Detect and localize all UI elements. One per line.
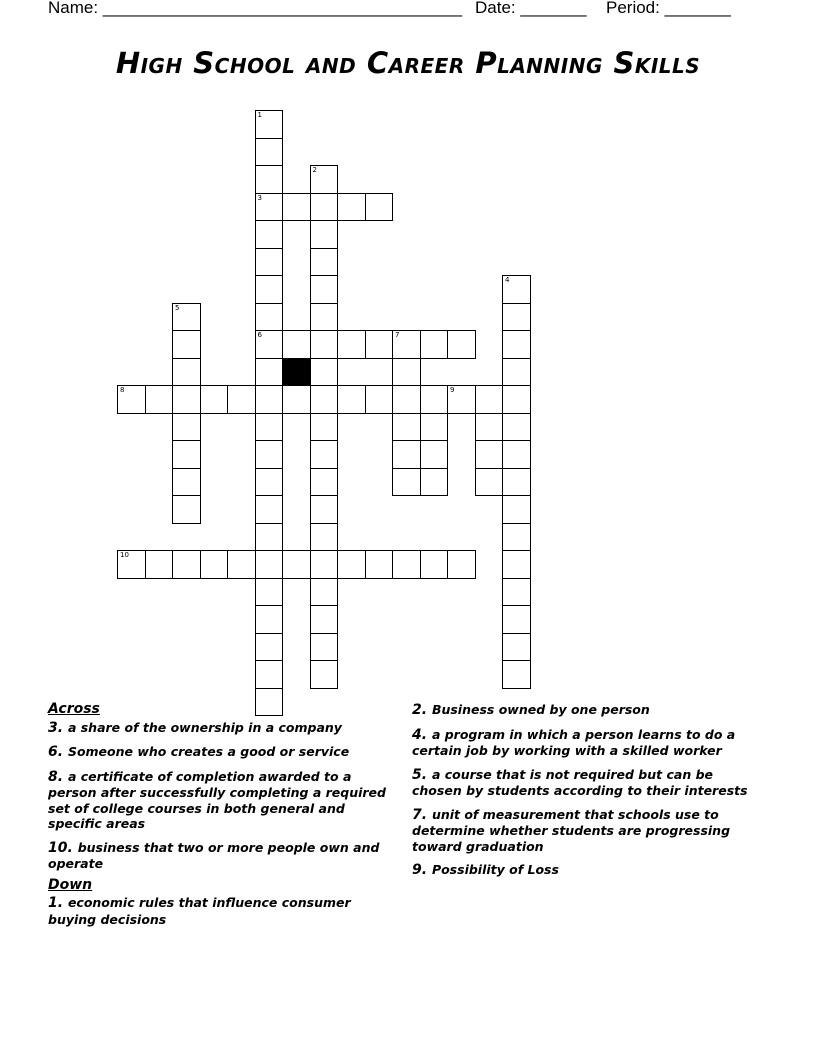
crossword-cell[interactable] (310, 550, 339, 579)
crossword-cell[interactable] (502, 495, 531, 524)
crossword-cell[interactable] (310, 495, 339, 524)
clue-text: Someone who creates a good or service (67, 744, 350, 759)
crossword-cell[interactable] (502, 413, 531, 442)
clue-text: a program in which a person learns to do a certain job by working with a skilled worker (412, 726, 736, 758)
clue-number-label: 1. (48, 895, 68, 911)
crossword-cell[interactable] (502, 660, 531, 689)
crossword-cell[interactable] (172, 550, 201, 579)
crossword-cell[interactable] (255, 138, 284, 167)
crossword-cell[interactable] (255, 633, 284, 662)
crossword-cell[interactable] (310, 523, 339, 552)
crossword-cell[interactable] (255, 330, 284, 359)
clue-text: business that two or more people own and operate (48, 839, 380, 871)
clue-number-label: 6. (48, 744, 68, 760)
clue-item (48, 744, 393, 761)
clue-text: unit of measurement that schools use to determine whether students are progressing toward graduation (412, 806, 731, 854)
crossword-cell[interactable] (420, 440, 449, 469)
crossword-cell[interactable] (172, 440, 201, 469)
clue-item (412, 767, 762, 799)
crossword-cell[interactable] (310, 165, 339, 194)
down-heading: Down (48, 876, 93, 893)
crossword-cell[interactable] (172, 385, 201, 414)
crossword-cell[interactable] (255, 550, 284, 579)
crossword-cell[interactable] (117, 550, 146, 579)
clue-text: a share of the ownership in a company (67, 719, 342, 735)
crossword-cell[interactable] (502, 303, 531, 332)
crossword-cell[interactable] (282, 193, 311, 222)
crossword-cell[interactable] (172, 413, 201, 442)
clue-number: 8 (120, 386, 125, 394)
crossword-cell[interactable] (392, 413, 421, 442)
crossword-cell[interactable] (392, 358, 421, 387)
crossword-cell[interactable] (255, 523, 284, 552)
crossword-cell[interactable] (172, 495, 201, 524)
crossword-cell[interactable] (502, 468, 531, 497)
crossword-cell[interactable] (310, 220, 339, 249)
down-clue-list (48, 895, 393, 927)
crossword-cell[interactable] (255, 385, 284, 414)
clue-number: 5 (175, 303, 180, 312)
crossword-cell[interactable] (502, 605, 531, 634)
crossword-cell[interactable] (420, 385, 449, 414)
crossword-cell[interactable] (502, 578, 531, 607)
crossword-cell[interactable] (337, 193, 366, 222)
date-field[interactable]: Date: _______ (475, 0, 587, 17)
crossword-cell[interactable] (200, 385, 229, 414)
crossword-cell[interactable] (310, 193, 339, 222)
crossword-cell[interactable] (310, 330, 339, 359)
crossword-cell[interactable] (282, 385, 311, 414)
crossword-cell[interactable] (447, 385, 476, 414)
clues-right-column (412, 702, 762, 887)
crossword-cell[interactable] (255, 248, 284, 277)
crossword-cell[interactable] (172, 330, 201, 359)
clue-number-label: 7. (412, 806, 432, 823)
crossword-cell[interactable] (392, 330, 421, 359)
crossword-cell[interactable] (255, 605, 284, 634)
clue-number-label: 10. (48, 839, 78, 856)
crossword-cell[interactable] (200, 550, 229, 579)
crossword-cell[interactable] (255, 495, 284, 524)
crossword-cell[interactable] (172, 358, 201, 387)
crossword-cell[interactable] (392, 440, 421, 469)
crossword-cell[interactable] (310, 385, 339, 414)
crossword-cell[interactable] (392, 385, 421, 414)
crossword-cell[interactable] (310, 303, 339, 332)
clue-item (412, 727, 762, 759)
clues-left-column (48, 702, 393, 935)
crossword-cell[interactable] (310, 413, 339, 442)
crossword-cell[interactable] (475, 440, 504, 469)
crossword-cell[interactable] (255, 660, 284, 689)
crossword-cell[interactable] (255, 193, 284, 222)
down-clue-list-continued (412, 702, 762, 879)
crossword-cell[interactable] (420, 550, 449, 579)
crossword-cell[interactable] (255, 358, 284, 387)
crossword-cell[interactable] (282, 330, 311, 359)
crossword-cell[interactable] (255, 275, 284, 304)
clue-number: 9 (450, 386, 455, 394)
crossword-cell[interactable] (172, 468, 201, 497)
crossword-cell[interactable] (310, 578, 339, 607)
clue-number-label: 8. (48, 768, 68, 785)
clue-text: Possibility of Loss (431, 862, 559, 877)
crossword-cell[interactable] (255, 578, 284, 607)
crossword-cell[interactable] (282, 550, 311, 579)
crossword-cell[interactable] (475, 413, 504, 442)
crossword-cell[interactable] (502, 385, 531, 414)
crossword-cell[interactable] (502, 550, 531, 579)
crossword-cell[interactable] (227, 550, 256, 579)
crossword-cell[interactable] (392, 550, 421, 579)
clue-item (412, 862, 762, 879)
clue-item (48, 769, 393, 832)
crossword-cell[interactable] (310, 275, 339, 304)
crossword-cell[interactable] (310, 468, 339, 497)
crossword-cell[interactable] (365, 330, 394, 359)
crossword-cell[interactable] (255, 468, 284, 497)
crossword-cell[interactable] (420, 413, 449, 442)
clue-number: 10 (120, 551, 129, 559)
clue-number-label: 5. (412, 766, 432, 783)
crossword-cell[interactable] (337, 385, 366, 414)
crossword-cell[interactable] (365, 550, 394, 579)
crossword-cell[interactable] (310, 633, 339, 662)
clue-text: Business owned by one person (431, 702, 650, 717)
crossword-cell[interactable] (420, 330, 449, 359)
crossword-cell[interactable] (310, 248, 339, 277)
crossword-cell[interactable] (172, 303, 201, 332)
crossword-cell[interactable] (255, 110, 284, 139)
crossword-cell[interactable] (337, 550, 366, 579)
crossword-cell[interactable] (365, 193, 394, 222)
clue-text: a certificate of completion awarded to a person after successfully completing a required set of college courses in both general and specific areas (48, 768, 386, 831)
across-clue-list (48, 720, 393, 872)
crossword-cell[interactable] (337, 330, 366, 359)
crossword-cell[interactable] (502, 358, 531, 387)
crossword-cell[interactable] (145, 385, 174, 414)
crossword-cell[interactable] (502, 440, 531, 469)
crossword-cell[interactable] (255, 440, 284, 469)
crossword-cell[interactable] (447, 330, 476, 359)
crossword-cell[interactable] (255, 220, 284, 249)
crossword-cell[interactable] (310, 440, 339, 469)
crossword-cell[interactable] (310, 605, 339, 634)
crossword-cell[interactable] (420, 468, 449, 497)
clue-number: 6 (257, 331, 262, 339)
crossword-cell[interactable] (255, 303, 284, 332)
crossword-cell[interactable] (447, 550, 476, 579)
clue-number-label: 3. (48, 719, 68, 736)
clue-item (48, 840, 393, 872)
clue-number: 7 (395, 331, 400, 339)
clue-item (48, 895, 393, 927)
clue-text: economic rules that influence consumer buying decisions (48, 895, 351, 927)
across-heading: Across (48, 701, 100, 717)
clue-item (412, 807, 762, 855)
black-square (282, 358, 311, 387)
crossword-cell[interactable] (227, 385, 256, 414)
name-field[interactable]: Name: ______________________________________ (48, 0, 463, 17)
crossword-cell[interactable] (365, 385, 394, 414)
crossword-cell[interactable] (502, 523, 531, 552)
clue-number: 2 (312, 166, 317, 174)
crossword-cell[interactable] (255, 413, 284, 442)
clue-number: 3 (257, 193, 262, 202)
crossword-cell[interactable] (502, 633, 531, 662)
crossword-cell[interactable] (502, 330, 531, 359)
crossword-cell[interactable] (255, 165, 284, 194)
crossword-cell[interactable] (392, 468, 421, 497)
clue-item (412, 702, 762, 719)
clue-number: 1 (257, 111, 262, 119)
clue-number-label: 2. (412, 702, 432, 718)
page-title: High School and Career Planning Skills (115, 46, 701, 80)
crossword-cell[interactable] (502, 275, 531, 304)
clue-number-label: 4. (412, 726, 432, 743)
clue-item (48, 720, 393, 737)
clue-number-label: 9. (412, 862, 432, 878)
period-field[interactable]: Period: _______ (606, 0, 731, 17)
crossword-cell[interactable] (475, 468, 504, 497)
crossword-cell[interactable] (310, 660, 339, 689)
crossword-cell[interactable] (475, 385, 504, 414)
crossword-cell[interactable] (310, 358, 339, 387)
crossword-cell[interactable] (145, 550, 174, 579)
clue-number: 4 (505, 276, 510, 284)
clue-text: a course that is not required but can be chosen by students according to their interests (412, 766, 748, 798)
crossword-cell[interactable] (117, 385, 146, 414)
